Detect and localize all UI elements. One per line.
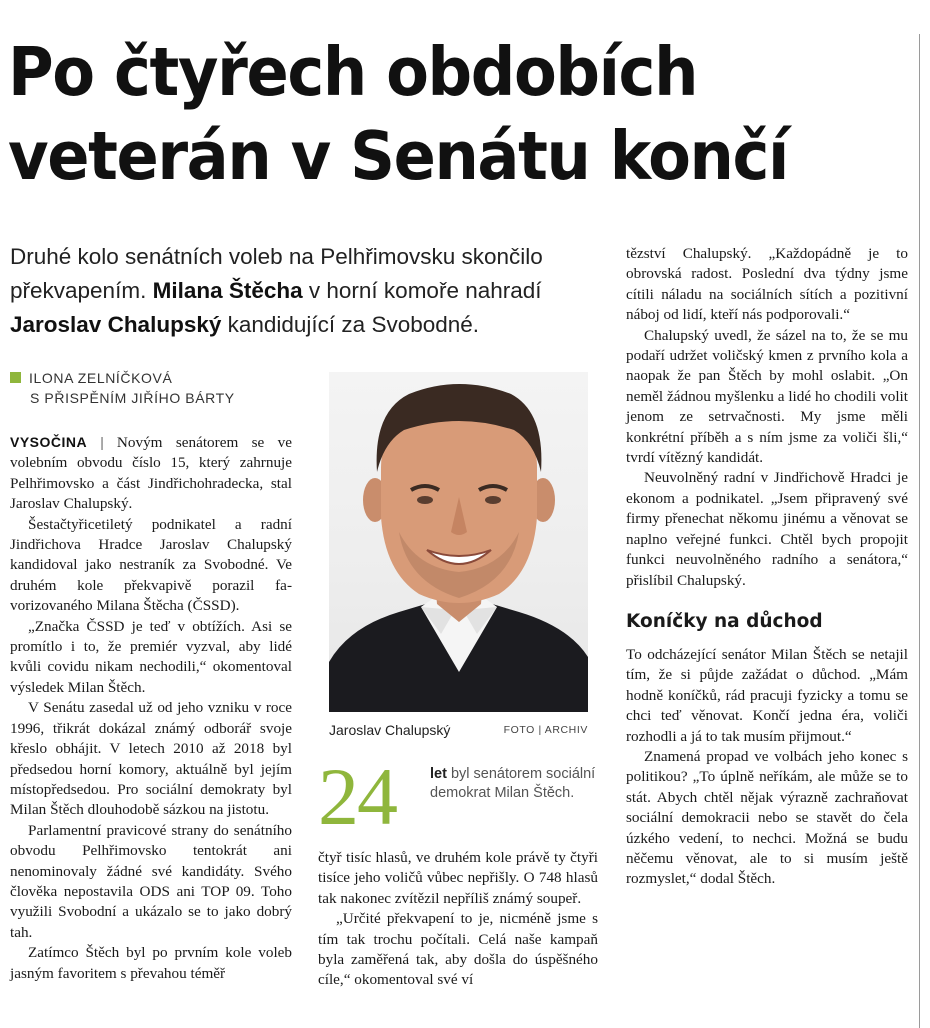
article-column-left — [10, 432, 292, 984]
article-paragraph: tězství Chalupský. „Každopádně je to obrovská radost. Poslední dva týdny jsme cítili náladu na sociálních sítích a pozitivní náboj od lidí, kteří nás podporovali.“ — [626, 245, 908, 324]
article-column-middle — [318, 848, 598, 991]
lead-text-1: Druhé kolo senátních voleb na Pelhřimovsku skončilo překvapením. — [10, 244, 543, 303]
article-paragraph: To odcházející senátor Milan Štěch se netajil tím, že si půjde zažádat o důchod. „Mám hodně koníčků, rád pracuji fyzicky a tomu se chci teď věnovat. Končí jedna éra, voliči rozhodli a já to tak musím přijmout.“ — [626, 645, 908, 745]
headline — [8, 30, 850, 198]
byline-contributor: S PŘISPĚNÍM JIŘÍHO BÁRTY — [30, 390, 235, 406]
article-paragraph: Zatímco Štěch byl po prvním kole voleb jasným favoritem s převahou téměř — [10, 944, 292, 982]
article-paragraph: „Značka ČSSD je teď v obtížích. Asi se promítlo i to, že premiér vyzval, aby lidé kvůli covidu nikam nechodili,“ okomentoval výsledek Milan Štěch. — [10, 617, 292, 696]
caption-text: Jaroslav Chalupský — [329, 722, 451, 738]
portrait-photo — [329, 372, 588, 712]
headline-line-1: Po čtyřech obdobích — [8, 33, 698, 111]
photo-caption — [329, 722, 588, 738]
article-paragraph: „Určité překvapení to je, nicméně jsme s tím tak trochu počítali. Celá naše kampaň byla zaměřená tak, aby došla do úspěšného cíle,“ okomentoval své ví — [318, 910, 598, 989]
factbox-number: 24 — [318, 751, 396, 842]
article-column-right — [626, 244, 908, 890]
article-paragraph: Chalupský uvedl, že sázel na to, že se mu podaří udržet voličský kmen z prvního kola a naopak že pan Štěch by mohl oslabit. „On neměl žádnou myšlenku a lidé ho chodili volit jenom ze setrvačnosti. My jsme měli konkrétní příběh a s ním jsme za voliči šli,“ tvrdí vítězný kandidát. — [626, 326, 908, 467]
factbox-text — [430, 765, 600, 803]
dateline: VYSOČINA — [10, 434, 88, 450]
dateline-separator: | — [87, 434, 117, 451]
paragraph-text: Novým senátorem se ve volebním obvodu číslo 15, který zahrnuje Pelhřimovsko a část Jindřichohradecka, stal Jaroslav Chalupský. — [10, 434, 292, 513]
byline-author: ILONA ZELNÍČKOVÁ — [29, 370, 173, 386]
column-rule — [919, 34, 920, 1028]
headline-line-2: veterán v Senátu končí — [8, 117, 788, 195]
lead-text-2: v horní komoře nahradí — [302, 278, 542, 303]
article-paragraph: Parlamentní pravicové strany do senátního obvodu Pelhřimovsko tentokrát ani nenominovaly žádné své kandidáty. Svého člověka nepostavila ODS ani TOP 09. Toho využili Svobodní a ukázalo se to jako dobrý tah. — [10, 821, 292, 941]
article-paragraph: Šestačtyřicetiletý podnikatel a radní Jindřichova Hradce Jaroslav Chalupský kandidoval jako nestraník za Svobodné. Ve druhém kole překvapivě porazil favorizovaného Milana Štěcha (ČSSD). — [10, 515, 292, 615]
lead-text-3: kandidující za Svobodné. — [221, 312, 480, 337]
lead-name-stech: Milana Štěcha — [152, 278, 303, 303]
portrait-illustration — [329, 372, 588, 712]
article-paragraph: Znamená propad ve volbách jeho konec s politikou? „To úplně neříkám, ale může se to stát. Abych chtěl nějak výrazně zachraňovat sociální demokracii nebo se stavět do čela úzkého vedení, to nechci. Možná se budu něčemu věnovat, ale to si musím ještě rozmyslet,“ dodal Štěch. — [626, 747, 908, 888]
byline-square-icon — [10, 372, 21, 383]
article-paragraph: V Senátu zasedal už od jeho vzniku v roce 1996, třikrát dokázal známý odborář svoje křeslo obhájit. V letech 2010 až 2018 byl předsedou horní komory, aktuálně byl jejím místopředsedou. Pro sociální demokraty byl Milan Štěch dlouhodobě sázkou na jistotu. — [10, 699, 292, 819]
factbox-bold: let — [430, 766, 447, 782]
article-paragraph — [10, 432, 292, 515]
lead-paragraph — [10, 240, 610, 342]
photo-credit: FOTO | ARCHIV — [503, 724, 588, 736]
factbox-rest: byl senátorem sociální demokrat Milan Štěch. — [430, 766, 596, 801]
article-paragraph: čtyř tisíc hlasů, ve druhém kole právě ty čtyři tisíce jeho voličů vůbec nepřišly. O 748 hlasů tak nakonec zvítězil nepříliš známý soupeř. — [318, 849, 598, 907]
subheading: Koníčky na důchod — [626, 610, 823, 632]
byline — [10, 368, 300, 408]
article-paragraph: Neuvolněný radní v Jindřichově Hradci je ekonom a podnikatel. „Jsem připravený své firmy přenechat někomu jinému a věnovat se naplno veřejné funkci. Chtěl bych propojit funkci neuvolněného radního a senátora,“ přislíbil Chalupský. — [626, 469, 908, 589]
lead-name-chalupsky: Jaroslav Chalupský — [10, 312, 222, 337]
